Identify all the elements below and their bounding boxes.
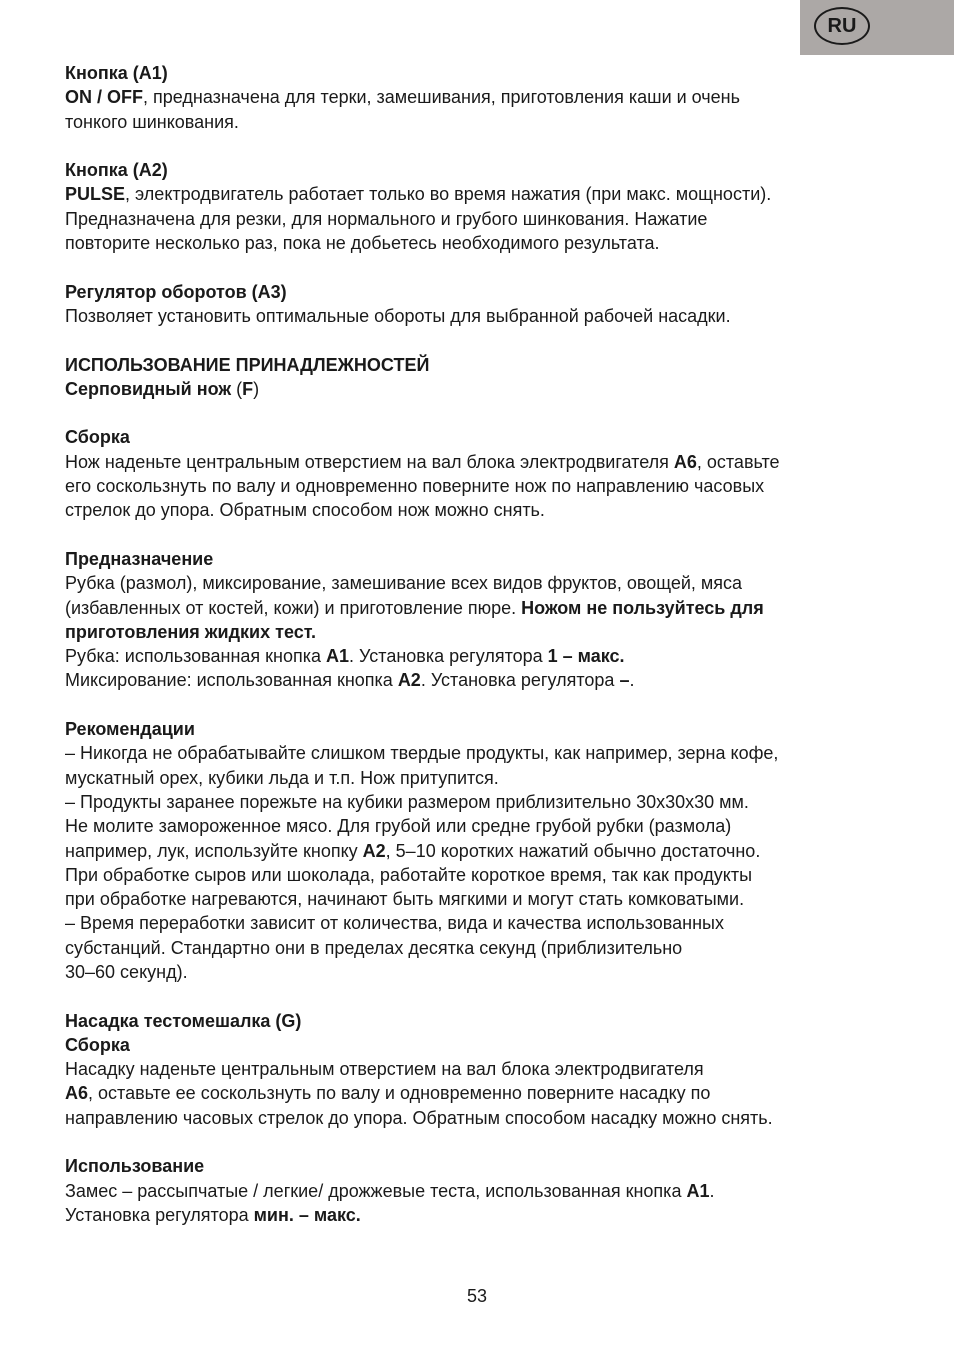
paragraph-line: Позволяет установить оптимальные обороты для выбранной рабочей насадки. bbox=[65, 305, 731, 326]
list-line: – Никогда не обрабатывайте слишком твердые продукты, как например, зерна кофе, bbox=[65, 743, 779, 764]
bold-term: 1 – макс. bbox=[547, 646, 625, 667]
paragraph-line: направлению часовых стрелок до упора. Обратным способом насадку можно снять. bbox=[65, 1107, 773, 1128]
page-content bbox=[65, 61, 895, 1227]
chapter-heading: ИСПОЛЬЗОВАНИЕ ПРИНАДЛЕЖНОСТЕЙ bbox=[65, 354, 430, 375]
bold-term: мин. – макс. bbox=[253, 1204, 361, 1225]
paragraph bbox=[65, 668, 895, 692]
text: . Установка регулятора bbox=[349, 646, 548, 667]
bold-term: A1 bbox=[686, 1180, 710, 1201]
section-heading: Регулятор оборотов (A3) bbox=[65, 281, 287, 302]
bold-term: Серповидный нож bbox=[65, 378, 232, 399]
text: например, лук, используйте кнопку bbox=[65, 840, 363, 861]
paragraph bbox=[65, 1081, 895, 1105]
text: ) bbox=[253, 378, 260, 399]
bold-term: PULSE bbox=[65, 184, 126, 205]
text: , 5–10 коротких нажатий обычно достаточно. bbox=[385, 840, 761, 861]
language-tab bbox=[800, 0, 954, 55]
paragraph bbox=[65, 1179, 895, 1203]
paragraph bbox=[65, 596, 895, 620]
text: . bbox=[709, 1180, 715, 1201]
paragraph bbox=[65, 85, 895, 109]
paragraph bbox=[65, 1203, 895, 1227]
list-line: при обработке нагреваются, начинают быть мягкими и могут стать комковатыми. bbox=[65, 889, 745, 910]
subheading bbox=[65, 377, 895, 401]
list-line: – Продукты заранее порежьте на кубики размером приблизительно 30x30x30 мм. bbox=[65, 791, 749, 812]
text: Нож наденьте центральным отверстием на вал блока электродвигателя bbox=[65, 451, 674, 472]
bold-term: A2 bbox=[362, 840, 386, 861]
list-line: – Время переработки зависит от количества, вида и качества использованных bbox=[65, 913, 724, 934]
language-badge: RU bbox=[814, 7, 870, 45]
paragraph bbox=[65, 450, 895, 474]
page-number: 53 bbox=[466, 1286, 488, 1306]
bold-warning: приготовления жидких тест. bbox=[65, 621, 316, 642]
list-line: мускатный орех, кубики льда и т.п. Нож притупится. bbox=[65, 767, 499, 788]
bold-term: A6 bbox=[65, 1083, 89, 1104]
section-heading: Кнопка (A1) bbox=[65, 63, 168, 83]
section-heading: Насадка тестомешалка (G) bbox=[65, 1010, 302, 1031]
list-line: 30–60 секунд). bbox=[65, 961, 188, 982]
text: , электродвигатель работает только во время нажатия (при макс. мощности). bbox=[125, 184, 772, 205]
bold-term: – bbox=[619, 670, 630, 691]
list-line: субстанций. Стандартно они в пределах десятка секунд (приблизительно bbox=[65, 937, 683, 958]
section-heading: Использование bbox=[65, 1156, 205, 1177]
bold-term: ON / OFF bbox=[65, 87, 143, 108]
text: Миксирование: использованная кнопка bbox=[65, 670, 398, 691]
bold-term: A2 bbox=[397, 670, 421, 691]
section-heading: Предназначение bbox=[65, 548, 214, 569]
subheading: Сборка bbox=[65, 1034, 130, 1055]
section-heading: Рекомендации bbox=[65, 719, 195, 740]
bold-term: F bbox=[242, 378, 254, 399]
text: (избавленных от костей, кожи) и приготовление пюре. bbox=[65, 597, 522, 618]
list-line bbox=[65, 839, 895, 863]
paragraph-line: Рубка (размол), миксирование, замешивание всех видов фруктов, овощей, мяса bbox=[65, 573, 743, 594]
text: Замес – рассыпчатые / легкие/ дрожжевые теста, использованная кнопка bbox=[65, 1180, 687, 1201]
text: . bbox=[629, 670, 635, 691]
text: Установка регулятора bbox=[65, 1204, 254, 1225]
bold-term: A1 bbox=[326, 646, 350, 667]
section-heading: Кнопка (A2) bbox=[65, 160, 168, 181]
paragraph-line: Предназначена для резки, для нормального и грубого шинкования. Нажатие bbox=[65, 208, 708, 229]
text: . Установка регулятора bbox=[420, 670, 620, 691]
bold-warning: Ножом не пользуйтесь для bbox=[521, 597, 764, 618]
bold-term: A6 bbox=[673, 451, 697, 472]
paragraph-line: Насадку наденьте центральным отверстием на вал блока электродвигателя bbox=[65, 1059, 704, 1080]
list-line: Не молите замороженное мясо. Для грубой или средне грубой рубки (размола) bbox=[65, 816, 732, 837]
paragraph bbox=[65, 182, 895, 206]
list-item bbox=[65, 741, 895, 790]
paragraph-line: его соскользнуть по валу и одновременно поверните нож по направлению часовых bbox=[65, 476, 765, 497]
text: ( bbox=[231, 378, 243, 399]
text: Рубка: использованная кнопка bbox=[65, 646, 327, 667]
paragraph bbox=[65, 644, 895, 668]
paragraph-line: тонкого шинкования. bbox=[65, 111, 239, 132]
list-line: При обработке сыров или шоколада, работайте короткое время, так как продукты bbox=[65, 864, 753, 885]
text: , оставьте bbox=[696, 451, 780, 472]
section-heading: Сборка bbox=[65, 427, 130, 448]
text: , предназначена для терки, замешивания, приготовления каши и очень bbox=[143, 87, 740, 108]
paragraph bbox=[65, 620, 895, 644]
list-item bbox=[65, 911, 895, 984]
text: , оставьте ее соскользнуть по валу и одновременно поверните насадку по bbox=[88, 1083, 711, 1104]
paragraph-line: стрелок до упора. Обратным способом нож можно снять. bbox=[65, 500, 545, 521]
list-item bbox=[65, 790, 895, 911]
paragraph-line: повторите несколько раз, пока не добьетесь необходимого результата. bbox=[65, 233, 660, 254]
